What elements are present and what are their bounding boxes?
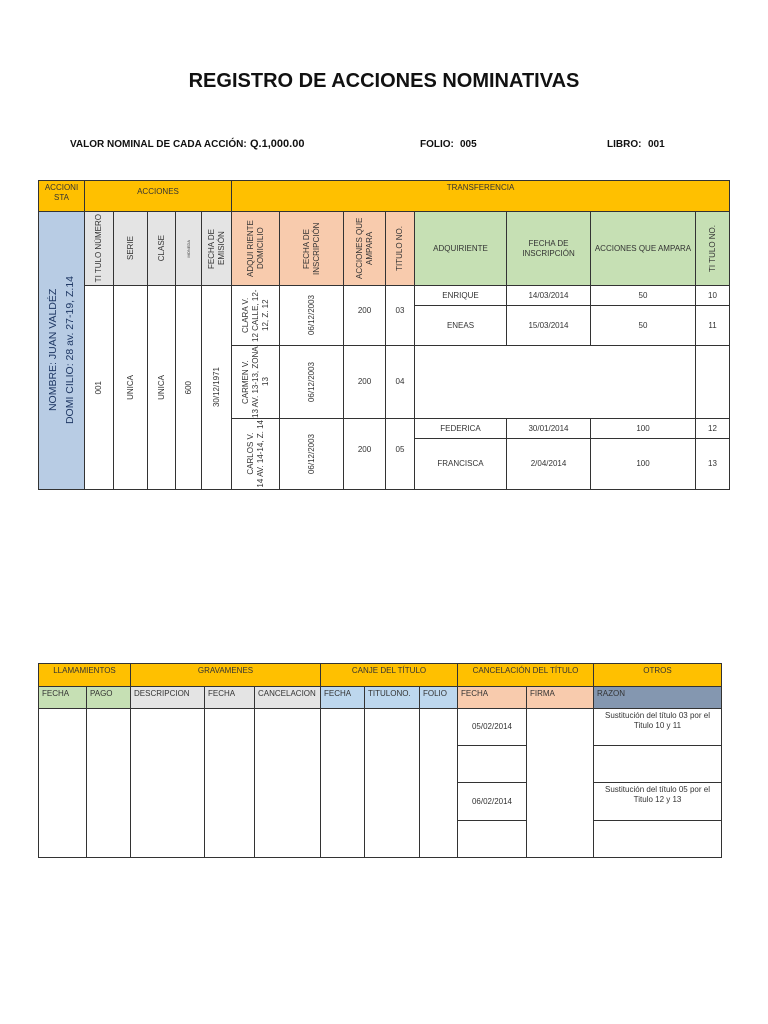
valor-value: Q.1,000.00 <box>250 138 305 150</box>
t2-row-3-adquiriente: FRANCISCA <box>414 438 507 490</box>
col-adquiriente: ADQUIRIENTE <box>414 211 507 286</box>
col-label: ACCIONES QUE AMPARA <box>354 217 374 280</box>
t2-row-3-acciones: 100 <box>590 438 696 490</box>
libro-value: 001 <box>648 139 665 150</box>
col-acciones-que-ampara-2: ACCIONES QUE AMPARA <box>590 211 696 286</box>
col-fecha-inscripcion <box>279 211 344 286</box>
col-pago: PAGO <box>86 686 131 709</box>
cell-empty <box>254 708 321 858</box>
col-titulo-no-2 <box>695 211 730 286</box>
col-moneda <box>175 211 202 286</box>
cell-fecha-emision <box>201 285 232 490</box>
t2-row-3-fecha: 2/04/2014 <box>506 438 591 490</box>
row-nombre: CARLOS V. <box>245 433 255 475</box>
cell-empty <box>86 708 131 858</box>
cell-text: UNICA <box>156 375 166 400</box>
col-razon: RAZON <box>593 686 722 709</box>
col-label: TITULO NO. <box>395 226 404 271</box>
col-label: TI TULO NO. <box>707 225 717 272</box>
cell-empty <box>419 708 458 858</box>
cell-empty <box>593 820 722 858</box>
cell-firma <box>526 708 594 858</box>
cell-text: UNICA <box>125 375 135 400</box>
col-fecha-canje: FECHA <box>320 686 365 709</box>
group-canje: CANJE DEL TÍTULO <box>320 663 458 687</box>
cell-empty <box>320 708 365 858</box>
t2-row-1-acciones: 50 <box>590 305 696 346</box>
t2-blank-row <box>414 345 696 419</box>
t2-row-3-titulo: 13 <box>695 438 730 490</box>
col-label: ADQUI RIENTE DOMICILIO <box>245 220 265 277</box>
accionista-cell <box>38 211 85 490</box>
razon-1: Sustitución del título 05 por el Titulo 12 y 13 <box>593 782 722 821</box>
t2-row-2-fecha: 30/01/2014 <box>506 418 591 439</box>
t2-row-1-adquiriente: ENEAS <box>414 305 507 346</box>
row-1-acciones: 200 <box>343 345 386 419</box>
accionista-nombre: NOMBRE: JUAN VALDÉZ <box>46 289 59 412</box>
cell-empty <box>364 708 420 858</box>
row-2-fecha <box>279 418 344 490</box>
t2-row-2-titulo: 12 <box>695 418 730 439</box>
col-label: TI TULO NÚMERO <box>94 214 103 283</box>
cell-titulo <box>84 285 114 490</box>
folio-value: 005 <box>460 139 477 150</box>
t2-row-1-fecha: 15/03/2014 <box>506 305 591 346</box>
cell-text: 06/12/2003 <box>306 433 316 475</box>
row-domicilio: 12 CALLE, 12-12, Z. 12 <box>250 289 270 342</box>
cell-text: 06/12/2003 <box>306 295 316 336</box>
razon-0: Sustitución del título 03 por el Titulo 10 y 11 <box>593 708 722 746</box>
row-2-acciones: 200 <box>343 418 386 490</box>
cell-text: 06/12/2003 <box>306 361 316 403</box>
cell-empty <box>38 708 87 858</box>
row-1-fecha <box>279 345 344 419</box>
row-1-adquiriente <box>231 345 280 419</box>
row-nombre: CARMEN V. <box>240 360 250 404</box>
col-label: FECHA DE INSCRIPCIÓN <box>301 222 321 275</box>
col-firma: FIRMA <box>526 686 594 709</box>
page-title: REGISTRO DE ACCIONES NOMINATIVAS <box>188 70 580 92</box>
cell-text: 001 <box>94 380 103 395</box>
col-clase <box>147 211 176 286</box>
col-titulo-numero <box>84 211 114 286</box>
group-llamamientos: LLAMAMIENTOS <box>38 663 131 687</box>
col-label: MONEDA <box>186 239 191 258</box>
t2-blank-titulo <box>695 345 730 419</box>
row-nombre: CLARA V. <box>240 297 250 334</box>
col-adquiriente-domicilio <box>231 211 280 286</box>
col-fecha-emision <box>201 211 232 286</box>
row-0-titulo: 03 <box>385 285 415 346</box>
col-acciones-que-ampara <box>343 211 386 286</box>
group-gravamenes: GRAVAMENES <box>130 663 321 687</box>
cell-empty <box>204 708 255 858</box>
col-titulo-no <box>385 211 415 286</box>
t2-row-0-titulo: 10 <box>695 285 730 306</box>
cell-empty <box>457 820 527 858</box>
t2-row-1-titulo: 11 <box>695 305 730 346</box>
row-0-adquiriente <box>231 285 280 346</box>
cell-clase <box>147 285 176 490</box>
valor-label: VALOR NOMINAL DE CADA ACCIÓN: <box>70 139 247 150</box>
cell-empty <box>130 708 205 858</box>
cancel-fecha-1: 06/02/2014 <box>457 782 527 821</box>
row-0-fecha <box>279 285 344 346</box>
row-2-adquiriente <box>231 418 280 490</box>
row-0-acciones: 200 <box>343 285 386 346</box>
libro-label: LIBRO: <box>607 139 642 150</box>
cancel-fecha-0: 05/02/2014 <box>457 708 527 746</box>
group-otros: OTROS <box>593 663 722 687</box>
header-acciones: ACCIONES <box>84 180 232 212</box>
col-label: FECHA DE EMISIÓN <box>206 228 226 269</box>
t2-row-2-acciones: 100 <box>590 418 696 439</box>
cell-text: 600 <box>183 380 193 395</box>
accionista-domicilio: DOMI CILIO: 28 av. 27-19, Z.14 <box>63 276 76 425</box>
col-label: CLASE <box>156 235 166 262</box>
folio-label: FOLIO: <box>420 139 454 150</box>
row-2-titulo: 05 <box>385 418 415 490</box>
t2-row-0-acciones: 50 <box>590 285 696 306</box>
col-folio: FOLIO <box>419 686 458 709</box>
cell-moneda <box>175 285 202 490</box>
col-label: SERIE <box>125 236 135 261</box>
col-titulo-no-canje: TITULONO. <box>364 686 420 709</box>
t2-row-0-adquiriente: ENRIQUE <box>414 285 507 306</box>
col-fecha-cancelacion: FECHA <box>457 686 527 709</box>
row-domicilio: 13 AV. 13-13, ZONA 13 <box>250 346 270 418</box>
row-domicilio: 14 AV. 14-14, Z. 14 <box>255 420 265 488</box>
cell-text: 30/12/1971 <box>211 367 221 408</box>
col-descripcion: DESCRIPCION <box>130 686 205 709</box>
header-accionista: ACCIONI STA <box>38 180 85 212</box>
col-fecha-gravamen: FECHA <box>204 686 255 709</box>
row-1-titulo: 04 <box>385 345 415 419</box>
col-cancelacion: CANCELACION <box>254 686 321 709</box>
t2-row-2-adquiriente: FEDERICA <box>414 418 507 439</box>
group-cancelacion: CANCELACIÓN DEL TÍTULO <box>457 663 594 687</box>
cell-empty <box>457 745 527 783</box>
cell-empty <box>593 745 722 783</box>
col-serie <box>113 211 148 286</box>
cell-serie <box>113 285 148 490</box>
t2-row-0-fecha: 14/03/2014 <box>506 285 591 306</box>
col-fecha-inscripcion-2: FECHA DE INSCRIPCIÓN <box>506 211 591 286</box>
col-fecha-llamamiento: FECHA <box>38 686 87 709</box>
header-transferencia: TRANSFERENCIA <box>231 180 730 212</box>
